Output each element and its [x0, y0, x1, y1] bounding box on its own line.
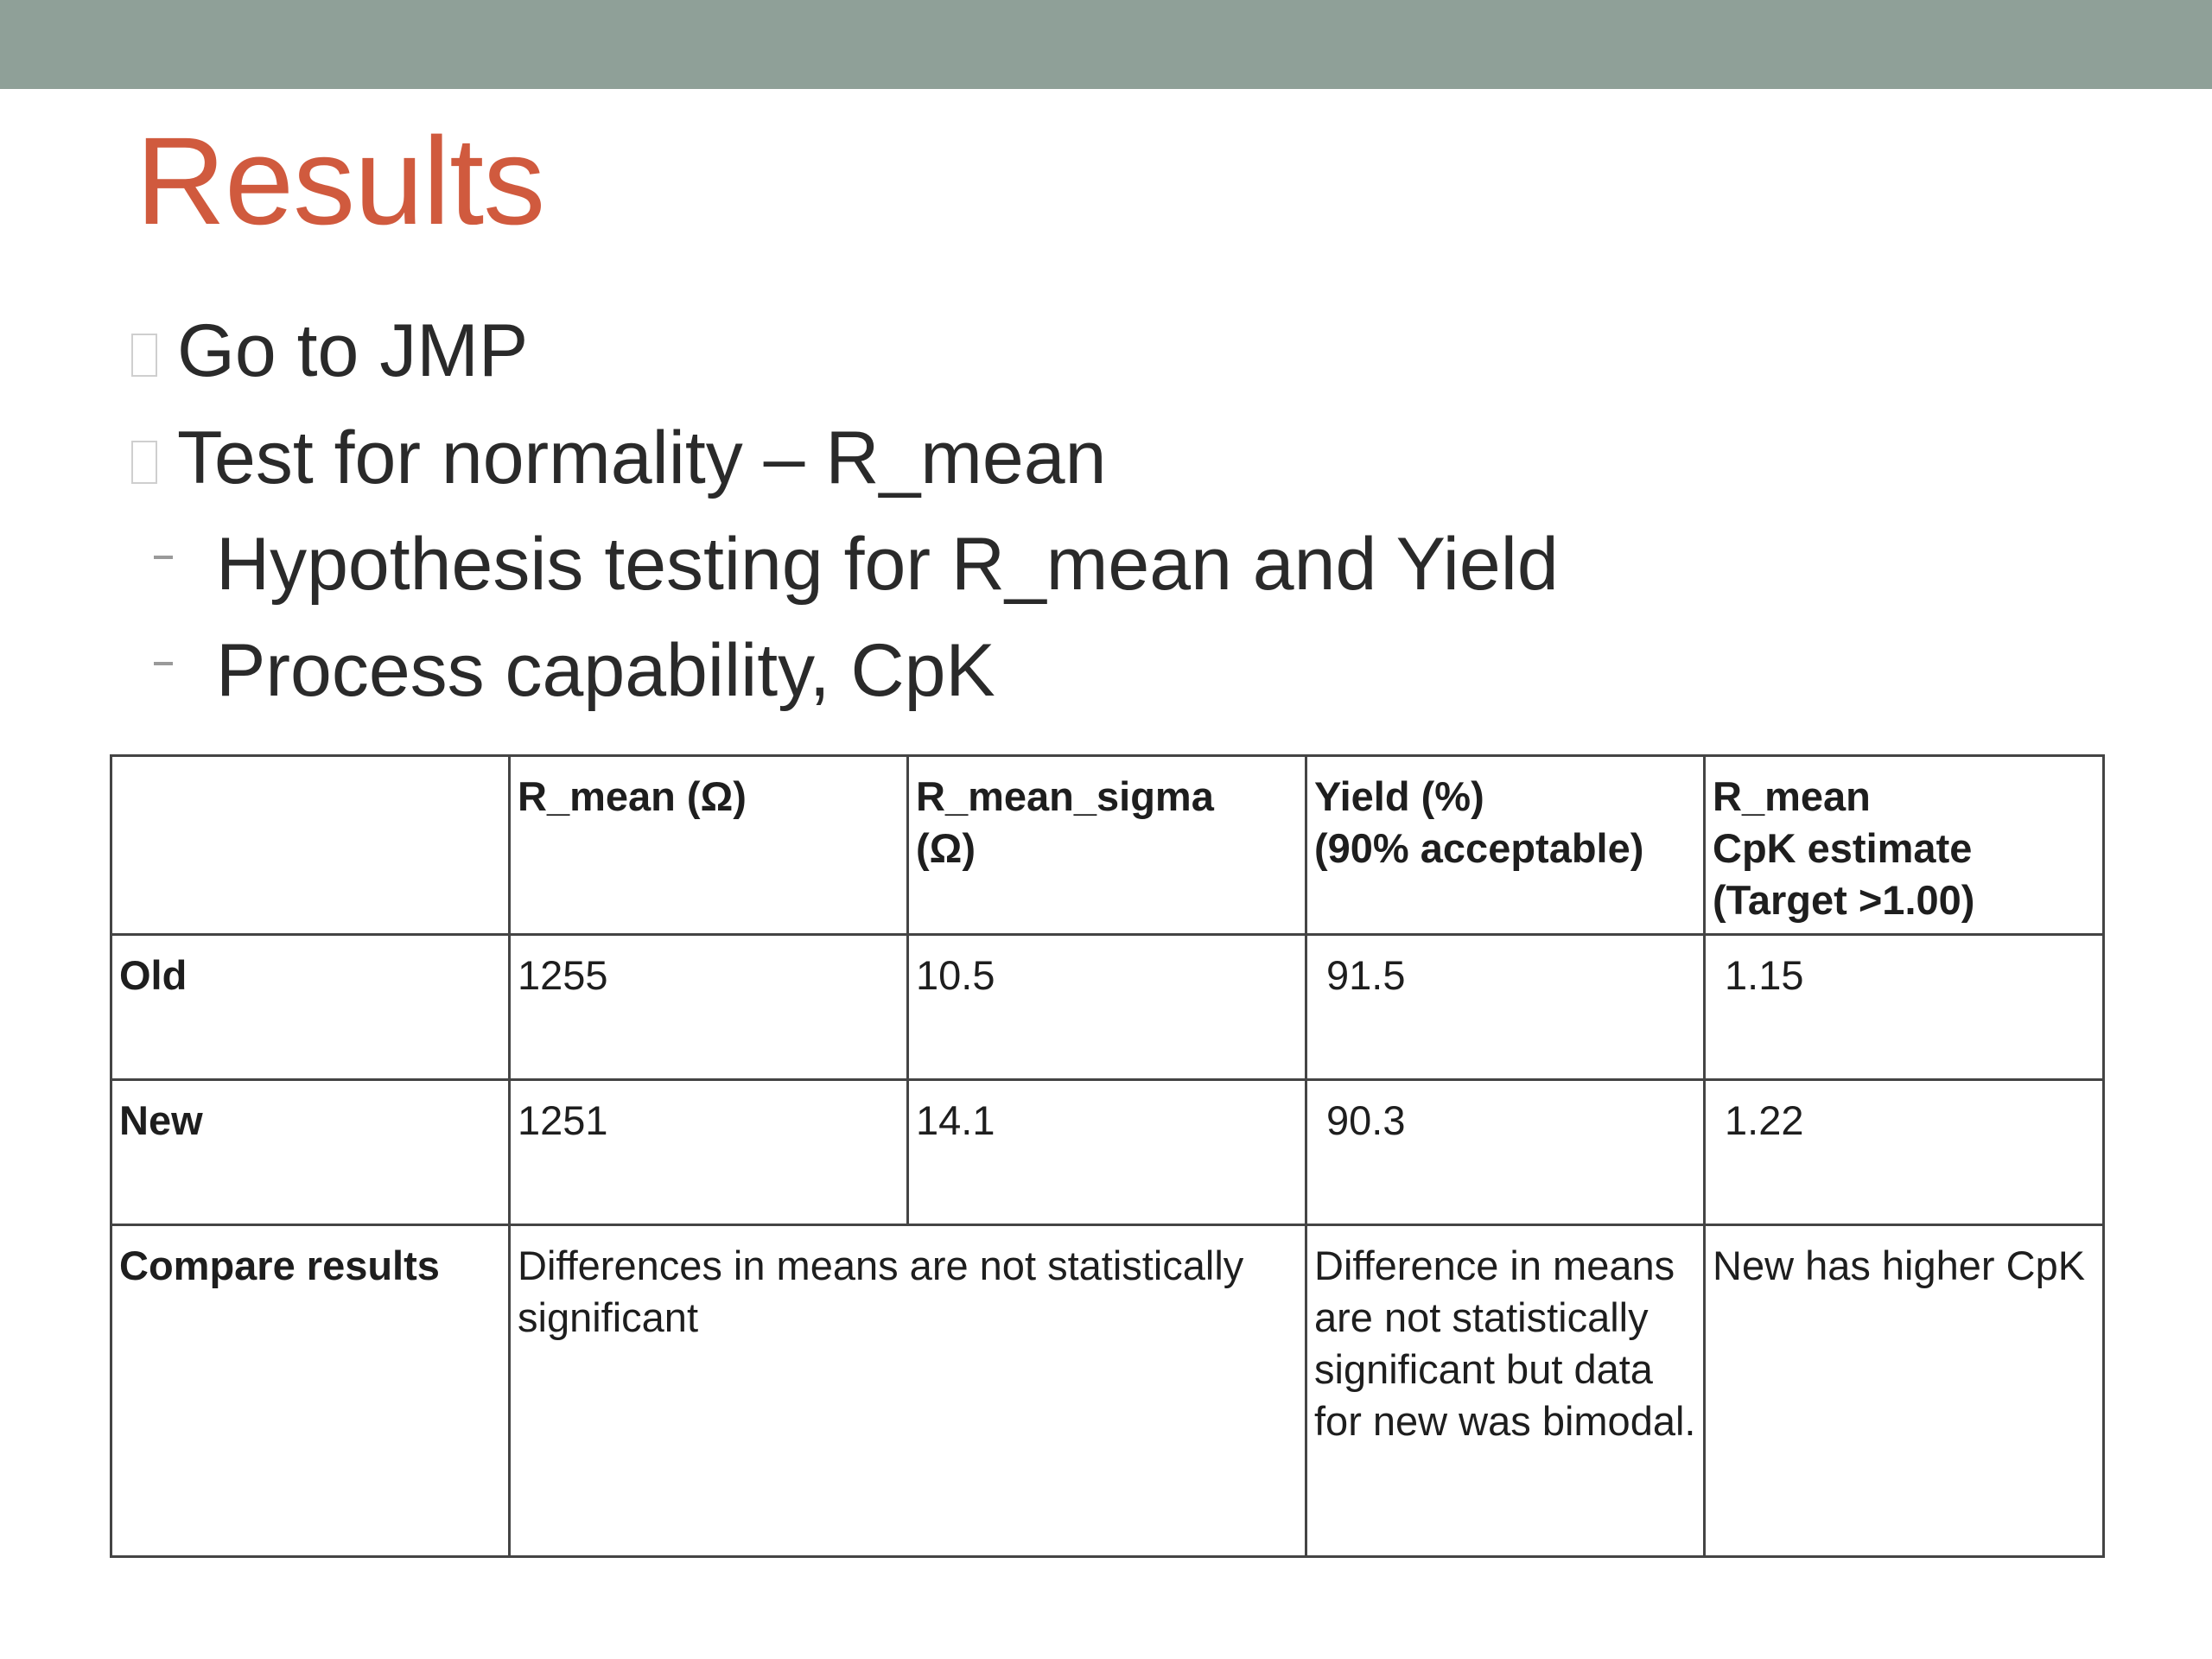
- header-text: R_mean: [1713, 773, 1871, 819]
- table-row-compare: [111, 1225, 2104, 1557]
- header-text: Yield (%): [1314, 773, 1484, 819]
- header-text: (90% acceptable): [1314, 825, 1644, 871]
- table-header-row: [111, 756, 2104, 935]
- cell-r-mean-sigma: 10.5: [908, 935, 1306, 1080]
- cell-cpk: 1.22: [1705, 1080, 2104, 1225]
- row-label-new: New: [111, 1080, 510, 1225]
- header-text: R_mean_sigma: [916, 773, 1214, 819]
- header-cell-yield: [1306, 756, 1705, 935]
- header-cell-cpk: [1705, 756, 2104, 935]
- slide-title: Results: [136, 111, 545, 251]
- cell-r-mean-sigma: 14.1: [908, 1080, 1306, 1225]
- sub-bullet-item: [0, 521, 2212, 607]
- cell-compare-cpk: New has higher CpK: [1705, 1225, 2104, 1557]
- header-text: R_mean (Ω): [518, 773, 747, 819]
- cell-compare-r-mean: Differences in means are not statistically significant: [510, 1225, 1306, 1557]
- cell-cpk: 1.15: [1705, 935, 2104, 1080]
- header-text: CpK estimate: [1713, 825, 1973, 871]
- top-banner-bar: [0, 0, 2212, 89]
- bullet-square-icon: [131, 334, 157, 377]
- bullet-square-icon: [131, 441, 157, 484]
- bullet-text: Test for normality – R_mean: [177, 416, 1107, 499]
- sub-bullet-text: Hypothesis testing for R_mean and Yield: [216, 523, 1559, 606]
- header-text: (Target >1.00): [1713, 877, 1975, 923]
- header-cell-blank: [111, 756, 510, 935]
- cell-r-mean: 1251: [510, 1080, 908, 1225]
- row-label-old: Old: [111, 935, 510, 1080]
- cell-r-mean: 1255: [510, 935, 908, 1080]
- table-row-new: [111, 1080, 2104, 1225]
- sub-bullet-item: [0, 627, 2212, 714]
- row-label-compare: Compare results: [111, 1225, 510, 1557]
- bullet-item: [0, 415, 2212, 501]
- cell-yield: 91.5: [1306, 935, 1705, 1080]
- header-cell-r-mean: [510, 756, 908, 935]
- cell-yield: 90.3: [1306, 1080, 1705, 1225]
- header-text: (Ω): [916, 825, 976, 871]
- dash-bullet-icon: [154, 556, 173, 559]
- bullet-text: Go to JMP: [177, 309, 529, 392]
- sub-bullet-text: Process capability, CpK: [216, 629, 995, 712]
- results-table: [110, 754, 2105, 1558]
- dash-bullet-icon: [154, 662, 173, 665]
- header-cell-r-mean-sigma: [908, 756, 1306, 935]
- cell-compare-yield: Difference in means are not statistically significant but data for new was bimodal.: [1306, 1225, 1705, 1557]
- bullet-item: [0, 308, 2212, 394]
- table-row-old: [111, 935, 2104, 1080]
